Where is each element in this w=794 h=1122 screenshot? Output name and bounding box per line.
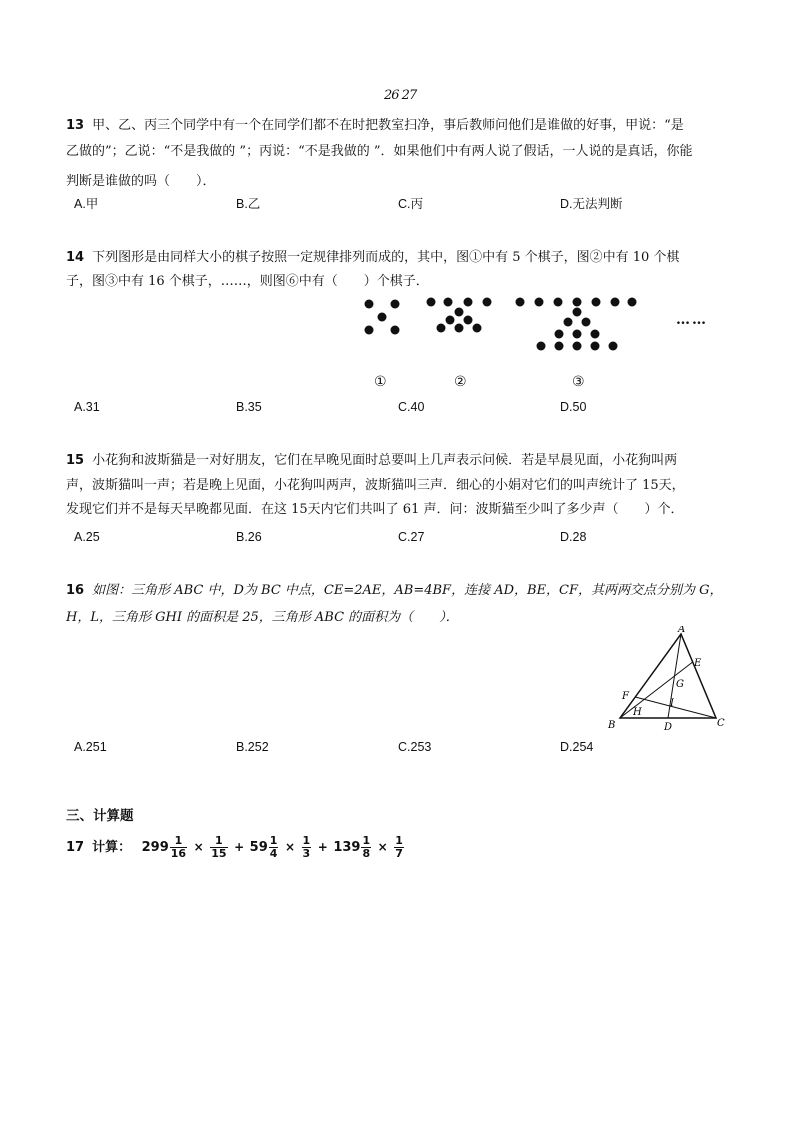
term-1-num: 1 [170,835,187,848]
q15-line3: 发现它们并不是每天早晚都见面．在这 15天内它们共叫了 61 声．问：波斯猫至少叫了多少声（ ）个． [66,502,684,517]
term-4-den: 3 [302,847,311,860]
q16-option-c[interactable]: C.253 [398,740,432,754]
q13-line3: 判断是谁做的吗（ ）． [66,174,216,189]
label-d: D [664,722,673,733]
q15-option-b[interactable]: B.26 [236,530,262,544]
q15-option-c[interactable]: C.27 [398,530,425,544]
q14-option-b[interactable]: B.35 [236,400,262,414]
term-3-num: 1 [269,834,278,847]
term-2-num: 1 [210,835,227,848]
q15-text-1: 小花狗和波斯猫是一对好朋友，它们在早晚见面时总要叫上几声表示问候．若是早晨见面，小花狗叫两 [92,453,678,468]
label-a: A [678,626,686,635]
q13-line2: 乙做的”；乙说：“不是我做的 ”；丙说：“不是我做的 ”．如果他们中有两人说了假话，一人说的是真话，你能 [66,144,693,159]
op-4: + [317,840,328,854]
q16-number: 16 [66,583,85,598]
q14-line1 [66,246,679,265]
label-b: B [608,720,616,731]
op-2: + [234,840,245,854]
q14-label-3: ③ [572,374,585,390]
term-4-num: 1 [302,834,311,847]
op-1: × [193,840,204,854]
page-number: 26 27 [384,88,417,103]
section-3-title: 三、计算题 [66,808,134,824]
q13-text-1: 甲、乙、丙三个同学中有一个在同学们都不在时把教室扫净，事后教师问他们是谁做的好事，甲说：“是 [92,118,684,133]
term-6-fraction [394,835,404,860]
term-1-whole: 299 [141,840,169,855]
q14-option-d[interactable]: D.50 [560,400,587,414]
q16-line2: H，L，三角形 GHI 的面积是 25，三角形 ABC 的面积为（ ）． [66,610,459,625]
q15-option-a[interactable]: A.25 [74,530,100,544]
label-h: H [633,707,642,718]
q15-number: 15 [66,453,85,468]
term-6-num: 1 [395,834,403,847]
term-2-den: 15 [211,847,227,860]
term-5-den: 8 [362,847,371,860]
q14-figure-3 [516,298,637,351]
label-f: F [622,691,629,702]
q14-line2: 子，图③中有 16 个棋子，……，则图⑥中有（ ）个棋子． [66,274,429,289]
term-4-fraction [302,835,312,860]
term-5-num: 1 [362,834,371,847]
q14-label-1: ① [374,374,387,390]
term-1-den: 16 [170,847,187,860]
term-2-fraction [210,835,227,860]
label-i: I [670,698,674,709]
term-1-fraction [170,835,187,860]
q13-number: 13 [66,118,85,133]
q13-option-d[interactable]: D.无法判断 [560,197,623,211]
label-g: G [676,679,684,690]
q14-number: 14 [66,250,85,265]
q13-option-b[interactable]: B.乙 [236,197,261,211]
term-6-den: 7 [395,847,403,860]
q16-triangle-figure [606,626,736,736]
q13-option-a[interactable]: A.甲 [74,197,99,211]
label-e: E [694,658,702,669]
q14-figure-1 [365,300,400,335]
term-3-den: 4 [269,847,278,860]
q14-option-a[interactable]: A.31 [74,400,100,414]
q16-option-b[interactable]: B.252 [236,740,269,754]
q15-line2: 声，波斯猫叫一声；若是晚上见面，小花狗叫两声，波斯猫叫三声．细心的小娟对它们的叫声统计了 15天， [66,478,685,493]
q14-ellipsis: …… [676,312,708,328]
q14-label-2: ② [454,374,467,390]
segment-cf [635,697,716,718]
label-c: C [717,718,725,729]
op-3: × [284,840,295,854]
q17-label: 计算： [92,840,132,855]
q13-line1 [66,114,684,133]
q14-text-1: 下列图形是由同样大小的棋子按照一定规律排列而成的，其中，图①中有 5 个棋子，图②中有 10 个棋 [92,250,680,265]
q13-option-c[interactable]: C.丙 [398,197,424,211]
term-5-whole: 139 [333,840,361,855]
q15-option-d[interactable]: D.28 [560,530,587,544]
term-5-fraction [361,835,371,860]
q16-line1 [66,579,723,598]
q16-option-a[interactable]: A.251 [74,740,107,754]
q17-expression [66,835,405,860]
q14-figure-2 [427,298,492,333]
q17-number: 17 [66,840,85,855]
q16-option-d[interactable]: D.254 [560,740,594,754]
op-5: × [377,840,388,854]
term-3-whole: 59 [249,840,268,855]
q14-option-c[interactable]: C.40 [398,400,425,414]
term-3-fraction [269,835,279,860]
q16-text-1: 如图：三角形 ABC 中，D为 BC 中点，CE=2AE，AB=4BF，连接 AD，BE，CF，其两两交点分别为 G， [92,583,723,598]
q15-line1 [66,449,677,468]
